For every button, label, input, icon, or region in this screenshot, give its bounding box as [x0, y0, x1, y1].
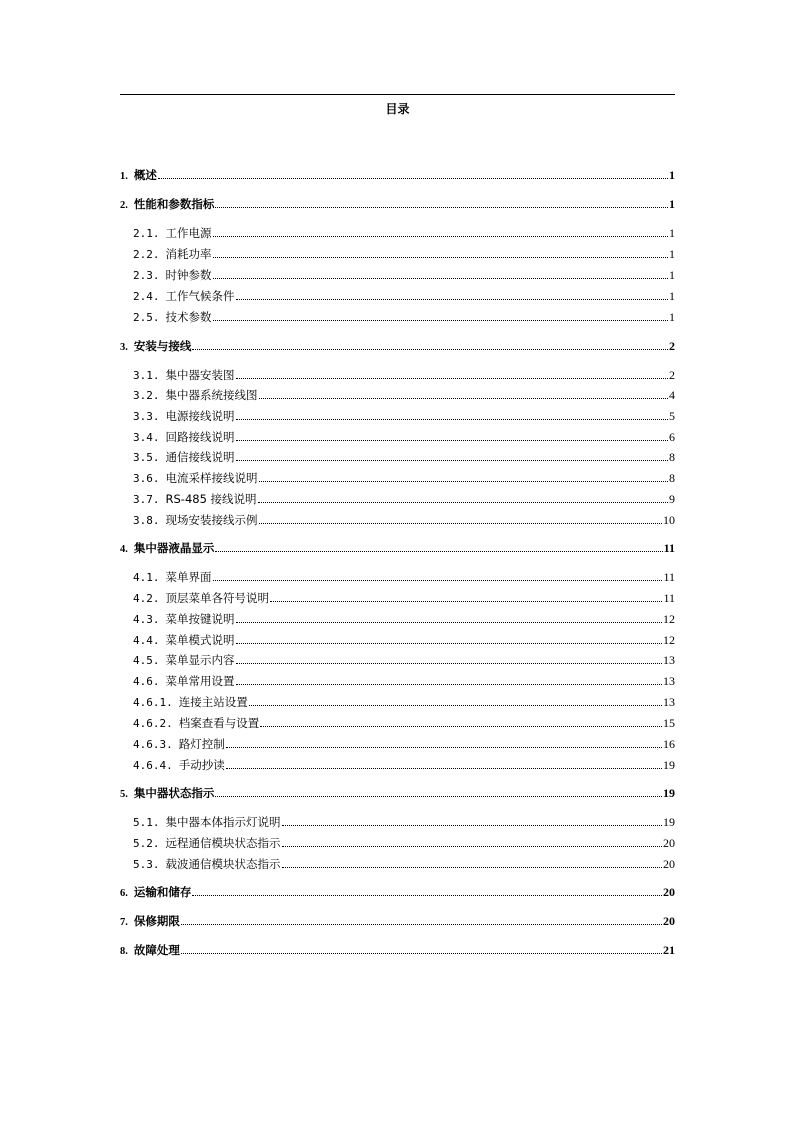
- toc-entry[interactable]: [120, 168, 675, 182]
- toc-dot-leader: [226, 767, 662, 769]
- toc-entry-text: 菜单模式说明: [165, 633, 235, 647]
- toc-entry[interactable]: [133, 268, 675, 282]
- toc-entry[interactable]: [133, 388, 675, 402]
- toc-entry-text: 工作电源: [165, 226, 212, 240]
- toc-entry[interactable]: [133, 612, 675, 626]
- toc-dot-leader: [259, 522, 663, 524]
- toc-entry-text: 集中器本体指示灯说明: [165, 815, 281, 829]
- toc-entry-number: 2.5.: [133, 311, 160, 324]
- toc-entry-number: 3.5.: [133, 451, 160, 464]
- toc-dot-leader: [236, 621, 663, 623]
- toc-entry-text: 电源接线说明: [165, 409, 235, 423]
- toc-entry-page: 21: [663, 943, 675, 957]
- toc-dot-leader: [258, 501, 668, 503]
- toc-dot-leader: [215, 206, 668, 208]
- toc-entry-number: 4.6.2.: [133, 717, 173, 730]
- toc-entry-page: 2: [669, 339, 675, 353]
- toc-entry-number: 4.: [120, 544, 128, 555]
- toc-entry-text: 档案查看与设置: [178, 716, 260, 730]
- toc-entry[interactable]: [133, 591, 675, 605]
- toc-entry-page: 8: [669, 471, 675, 485]
- toc-entry-page: 12: [663, 633, 675, 647]
- toc-entry-number: 4.5.: [133, 654, 160, 667]
- toc-entry-page: 13: [663, 674, 675, 688]
- toc-dot-leader: [236, 439, 669, 441]
- toc-entry-number: 4.6.: [133, 675, 160, 688]
- toc-entry[interactable]: [133, 716, 675, 730]
- toc-entry-text: 手动抄读: [178, 758, 225, 772]
- toc-entry[interactable]: [133, 737, 675, 751]
- toc-dot-leader: [282, 866, 663, 868]
- toc-entry[interactable]: [120, 943, 675, 957]
- toc-entry-page: 12: [663, 612, 675, 626]
- header-rule: [120, 94, 675, 95]
- toc-entry-text: 连接主站设置: [178, 695, 248, 709]
- toc-entry-number: 2.1.: [133, 227, 160, 240]
- toc-entry-number: 2.2.: [133, 248, 160, 261]
- toc-entry-number: 7.: [120, 917, 128, 928]
- toc-dot-leader: [236, 418, 669, 420]
- toc-entry-number: 3.3.: [133, 410, 160, 423]
- toc-entry-text: 菜单显示内容: [165, 653, 235, 667]
- toc-entry-page: 20: [663, 885, 675, 899]
- toc-entry-page: 1: [669, 226, 675, 240]
- toc-dot-leader: [236, 298, 669, 300]
- toc-entry[interactable]: [133, 633, 675, 647]
- toc-entry[interactable]: [120, 339, 675, 353]
- toc-entry[interactable]: [120, 786, 675, 800]
- toc-entry-page: 1: [669, 310, 675, 324]
- toc-entry-page: 13: [663, 653, 675, 667]
- toc-entry[interactable]: [133, 653, 675, 667]
- toc-entry-text: 集中器安装图: [165, 368, 235, 382]
- toc-entry-page: 10: [663, 513, 675, 527]
- toc-entry-page: 15: [663, 716, 675, 730]
- toc-entry-page: 11: [663, 591, 675, 605]
- toc-entry-text: 通信接线说明: [165, 450, 235, 464]
- toc-dot-leader: [213, 277, 669, 279]
- toc-dot-leader: [236, 377, 669, 379]
- toc-entry[interactable]: [133, 570, 675, 584]
- toc-dot-leader: [260, 725, 662, 727]
- toc-entry-number: 2.3.: [133, 269, 160, 282]
- toc-entry-text: RS-485 接线说明: [165, 492, 257, 506]
- toc-entry-text: 故障处理: [133, 943, 180, 957]
- toc-entry[interactable]: [120, 197, 675, 211]
- toc-dot-leader: [236, 683, 663, 685]
- toc-entry-page: 1: [669, 289, 675, 303]
- toc-entry-number: 5.2.: [133, 837, 160, 850]
- toc-dot-leader: [181, 923, 662, 925]
- toc-entry-text: 消耗功率: [165, 247, 212, 261]
- toc-entry-number: 3.2.: [133, 389, 160, 402]
- toc-entry-number: 6.: [120, 888, 128, 899]
- toc-dot-leader: [249, 704, 662, 706]
- toc-entry-text: 技术参数: [165, 310, 212, 324]
- toc-entry-page: 20: [663, 836, 675, 850]
- toc-entry-page: 20: [663, 914, 675, 928]
- toc-entry-text: 载波通信模块状态指示: [165, 857, 281, 871]
- toc-entry[interactable]: [133, 368, 675, 382]
- toc-dot-leader: [236, 459, 669, 461]
- toc-entry[interactable]: [133, 409, 675, 423]
- toc-entry-number: 3.6.: [133, 472, 160, 485]
- toc-entry-page: 8: [669, 450, 675, 464]
- toc-entry-page: 1: [669, 197, 675, 211]
- toc-entry-number: 5.1.: [133, 816, 160, 829]
- toc-dot-leader: [158, 177, 668, 179]
- toc-entry-number: 4.6.1.: [133, 696, 173, 709]
- toc-entry-number: 4.2.: [133, 592, 160, 605]
- toc-entry-number: 4.1.: [133, 571, 160, 584]
- toc-entry[interactable]: [133, 513, 675, 527]
- toc-entry-number: 3.: [120, 342, 128, 353]
- toc-entry-text: 概述: [133, 168, 157, 182]
- toc-entry-text: 菜单常用设置: [165, 674, 235, 688]
- toc-entry-number: 2.: [120, 200, 128, 211]
- toc-dot-leader: [215, 550, 662, 552]
- toc-entry[interactable]: [133, 674, 675, 688]
- toc-dot-leader: [213, 235, 669, 237]
- toc-entry[interactable]: [133, 471, 675, 485]
- toc-entry[interactable]: [133, 758, 675, 772]
- toc-dot-leader: [236, 662, 663, 664]
- toc-entry-number: 3.1.: [133, 369, 160, 382]
- toc-entry-text: 安装与接线: [133, 339, 192, 353]
- toc-entry[interactable]: [133, 695, 675, 709]
- toc-entry[interactable]: [120, 885, 675, 899]
- toc-entry-page: 4: [669, 388, 675, 402]
- toc-dot-leader: [192, 348, 668, 350]
- toc-dot-leader: [213, 256, 669, 258]
- toc-entry-number: 3.7.: [133, 493, 160, 506]
- toc-entry[interactable]: [133, 247, 675, 261]
- toc-entry[interactable]: [133, 310, 675, 324]
- toc-entry-text: 工作气候条件: [165, 289, 235, 303]
- toc-entry-text: 集中器系统接线图: [165, 388, 258, 402]
- toc-entry-text: 电流采样接线说明: [165, 471, 258, 485]
- toc-entry-number: 4.6.4.: [133, 759, 173, 772]
- toc-entry[interactable]: [120, 914, 675, 928]
- toc-entry-text: 回路接线说明: [165, 430, 235, 444]
- toc-entry-page: 19: [663, 815, 675, 829]
- toc-entry-text: 保修期限: [133, 914, 180, 928]
- toc-entry-page: 16: [663, 737, 675, 751]
- toc-entry-text: 集中器状态指示: [133, 786, 215, 800]
- toc-entry-page: 6: [669, 430, 675, 444]
- toc-entry-text: 性能和参数指标: [133, 197, 215, 211]
- toc-dot-leader: [236, 642, 663, 644]
- toc-dot-leader: [226, 746, 662, 748]
- toc-entry[interactable]: [133, 226, 675, 240]
- toc-entry-text: 时钟参数: [165, 268, 212, 282]
- toc-entry[interactable]: [133, 430, 675, 444]
- toc-entry-number: 2.4.: [133, 290, 160, 303]
- toc-entry-page: 19: [663, 786, 675, 800]
- toc-entry-number: 8.: [120, 946, 128, 957]
- toc-entry-number: 5.3.: [133, 858, 160, 871]
- toc-entry-number: 4.6.3.: [133, 738, 173, 751]
- toc-dot-leader: [259, 397, 669, 399]
- toc-entry-page: 1: [669, 168, 675, 182]
- toc-entry-text: 顶层菜单各符号说明: [165, 591, 269, 605]
- toc-entry-text: 现场安装接线示例: [165, 513, 258, 527]
- toc-entry[interactable]: [133, 857, 675, 871]
- toc-entry-page: 1: [669, 268, 675, 282]
- toc-entry-page: 9: [669, 492, 675, 506]
- toc-entry-text: 菜单界面: [165, 570, 212, 584]
- toc-dot-leader: [270, 600, 662, 602]
- toc-entry-number: 3.4.: [133, 431, 160, 444]
- toc-dot-leader: [259, 480, 669, 482]
- toc-entry-number: 5.: [120, 789, 128, 800]
- toc-entry-page: 11: [663, 541, 675, 555]
- toc-entry-number: 4.3.: [133, 613, 160, 626]
- toc-entry-text: 路灯控制: [178, 737, 225, 751]
- toc-entry-page: 11: [663, 570, 675, 584]
- toc-entry[interactable]: [120, 541, 675, 555]
- toc-entry-number: 4.4.: [133, 634, 160, 647]
- toc-entry-number: 3.8.: [133, 514, 160, 527]
- toc-entry-page: 20: [663, 857, 675, 871]
- toc-dot-leader: [282, 845, 663, 847]
- toc-entry-page: 1: [669, 247, 675, 261]
- toc-dot-leader: [192, 894, 662, 896]
- toc-entry-page: 2: [669, 368, 675, 382]
- toc-entry-text: 运输和储存: [133, 885, 192, 899]
- toc-entry[interactable]: [133, 450, 675, 464]
- toc-dot-leader: [215, 795, 662, 797]
- toc-entry-page: 5: [669, 409, 675, 423]
- toc-entry-text: 远程通信模块状态指示: [165, 836, 281, 850]
- toc-entry-text: 菜单按键说明: [165, 612, 235, 626]
- toc-title: 目录: [385, 102, 410, 116]
- toc-dot-leader: [282, 824, 663, 826]
- toc-entry-number: 1.: [120, 171, 128, 182]
- toc-entry[interactable]: [133, 836, 675, 850]
- toc-entry[interactable]: [133, 289, 675, 303]
- toc-entry[interactable]: [133, 815, 675, 829]
- toc-dot-leader: [213, 579, 663, 581]
- toc-dot-leader: [181, 952, 662, 954]
- toc-entry-page: 13: [663, 695, 675, 709]
- toc-dot-leader: [213, 319, 669, 321]
- toc-entry-page: 19: [663, 758, 675, 772]
- toc-entry-text: 集中器液晶显示: [133, 541, 215, 555]
- toc-entry[interactable]: [133, 492, 675, 506]
